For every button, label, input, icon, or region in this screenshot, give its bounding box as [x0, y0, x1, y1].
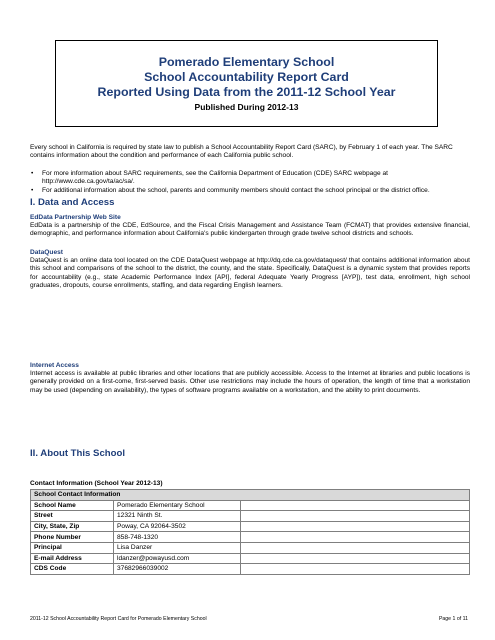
row-label: Principal [31, 542, 114, 553]
row-empty-cell [241, 532, 470, 543]
row-empty-cell [241, 521, 470, 532]
row-label: CDS Code [31, 564, 114, 575]
table-row [31, 532, 470, 543]
row-empty-cell [241, 542, 470, 553]
dataquest-text: DataQuest is an online data tool located on the CDE DataQuest webpage at http://dq.cde.ca.gov/dataquest/ that contains additional information about this school and comparisons of the school to the district, the county, and the state. Specifically, DataQuest is a dynamic system that provides reports for accountability (e.g., state Academic Performance Index [API], federal Adequate Yearly Progress [AYP]), test data, enrollment, high school graduates, dropouts, course enrollments, staffing, and data regarding English learners. [30, 257, 470, 289]
table-header: School Contact Information [31, 490, 470, 501]
contact-info-title: Contact Information (School Year 2012-13) [30, 480, 163, 487]
row-label: City, State, Zip [31, 521, 114, 532]
table-row [31, 553, 470, 564]
section-heading-about-school: II. About This School [30, 448, 126, 459]
row-empty-cell [241, 511, 470, 522]
eddata-text: EdData is a partnership of the CDE, EdSource, and the Fiscal Crisis Management and Assistance Team (FCMAT) that provides extensive financial, demographic, and performance information about California's public kindergarten through grade twelve school districts and schools. [30, 222, 470, 238]
row-value: Poway, CA 92064-3502 [114, 521, 241, 532]
row-label: Street [31, 511, 114, 522]
row-label: E-mail Address [31, 553, 114, 564]
row-value: Lisa Danzer [114, 542, 241, 553]
bullet-text: For additional information about the school, parents and community members should contact the school principal or the district office. [42, 187, 430, 195]
row-value: 12321 Ninth St. [114, 511, 241, 522]
row-value: Pomerado Elementary School [114, 500, 241, 511]
row-label: Phone Number [31, 532, 114, 543]
table-row [31, 521, 470, 532]
dataquest-block [30, 249, 470, 290]
info-bullets [30, 170, 470, 197]
row-empty-cell [241, 500, 470, 511]
bullet-text: For more information about SARC requirements, see the California Department of Education (CDE) SARC webpage at http://www.cde.ca.gov/ta/ac/sa/. [42, 170, 388, 186]
intro-paragraph: Every school in California is required by state law to publish a School Accountability Report Card (SARC), by February 1 of each year. The SARC contains information about the condition and performance of each California public school. [30, 144, 453, 160]
eddata-title: EdData Partnership Web Site [30, 214, 121, 221]
table-row [31, 564, 470, 575]
table-row [31, 500, 470, 511]
table-row [31, 511, 470, 522]
bullet-item [30, 170, 470, 186]
report-title: School Accountability Report Card [144, 70, 349, 84]
internet-text: Internet access is available at public libraries and other locations that are publicly accessible. Access to the Internet at libraries and public locations is generally provided on a first-come, first-served basis. Other use restrictions may include the hours of operation, the length of time that a workstation may be used (depending on availability), the types of software programs available on a workstation, and the ability to print documents. [30, 370, 470, 394]
title-box [55, 40, 438, 127]
footer-text: 2011-12 School Accountability Report Card for Pomerado Elementary School [30, 616, 207, 622]
row-label: School Name [31, 500, 114, 511]
bullet-icon: • [31, 187, 34, 195]
row-value: ldanzer@powayusd.com [114, 553, 241, 564]
contact-table [30, 489, 470, 575]
row-value: 37682966039002 [114, 564, 241, 575]
internet-title: Internet Access [30, 362, 79, 369]
page-number: Page 1 of 11 [438, 616, 468, 622]
section-heading-data-access: I. Data and Access [30, 197, 115, 208]
reported-title: Reported Using Data from the 2011-12 School Year [97, 85, 396, 99]
table-header-row [31, 490, 470, 501]
bullet-icon: • [31, 170, 34, 177]
published-subtitle: Published During 2012-13 [194, 102, 299, 112]
row-empty-cell [241, 564, 470, 575]
dataquest-title: DataQuest [30, 249, 63, 256]
row-value: 858-748-1320 [114, 532, 241, 543]
eddata-block [30, 214, 470, 239]
bullet-item [30, 187, 470, 195]
table-row [31, 542, 470, 553]
row-empty-cell [241, 553, 470, 564]
internet-block [30, 362, 470, 395]
school-title: Pomerado Elementary School [158, 55, 335, 69]
